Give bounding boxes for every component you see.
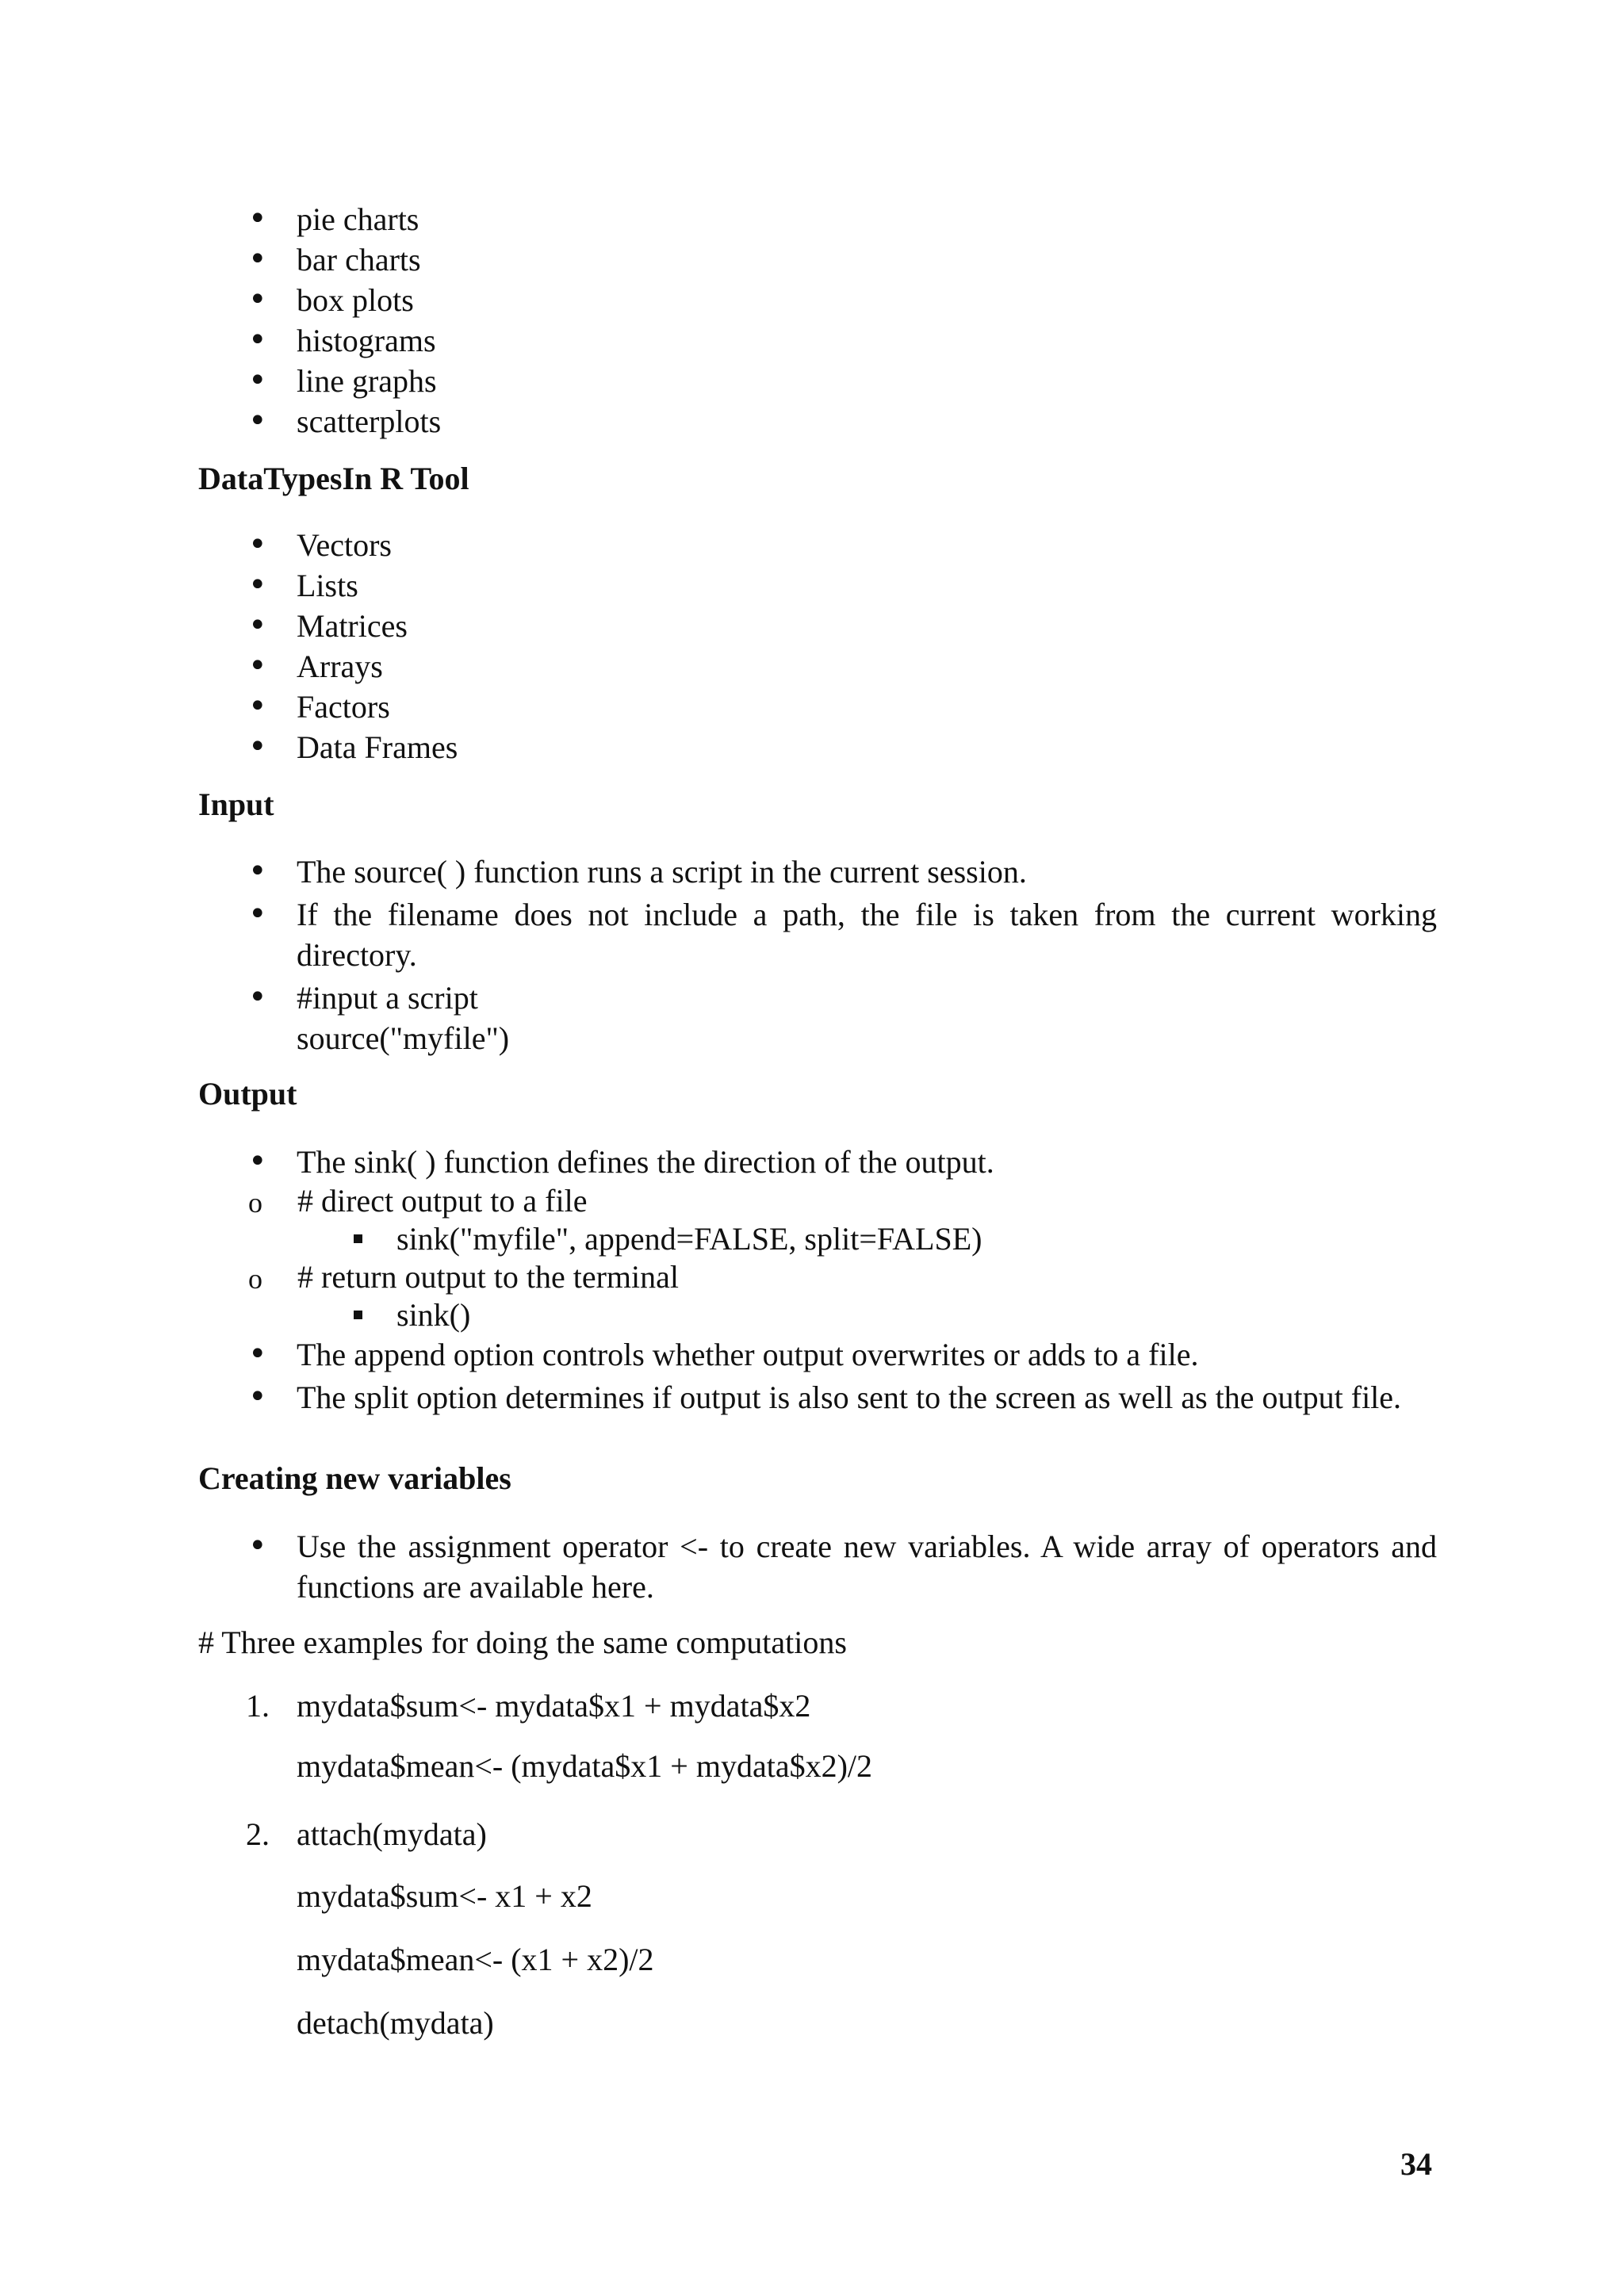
list-item: • The split option determines if output is also sent to the screen as well as the output file. xyxy=(198,1377,1437,1418)
code-line: mydata$sum<- x1 + x2 xyxy=(297,1878,592,1914)
list-item: • Use the assignment operator <- to create new variables. A wide array of operators and functions are available here. xyxy=(198,1526,1437,1607)
creating-heading: Creating new variables xyxy=(198,1460,511,1496)
list-item: • Lists xyxy=(198,565,1437,606)
list-item: • The append option controls whether output overwrites or adds to a file. xyxy=(198,1334,1437,1375)
list-item: • bar charts xyxy=(198,239,1437,280)
code-item: sink("myfile", append=FALSE, split=FALSE) xyxy=(198,1220,1437,1258)
input-heading: Input xyxy=(198,786,274,822)
list-item xyxy=(198,1258,1437,1334)
sublist-text: # return output to the terminal xyxy=(297,1259,679,1295)
list-item xyxy=(198,1816,1437,2042)
input-list xyxy=(198,851,1437,1058)
list-item: • histograms xyxy=(198,320,1437,361)
item-number: 1. xyxy=(246,1688,270,1724)
list-item: • Factors xyxy=(198,687,1437,727)
page-number: 34 xyxy=(1400,2146,1432,2182)
code-line: attach(mydata) xyxy=(297,1816,487,1852)
input-comment: • #input a script xyxy=(297,980,478,1016)
datatypes-heading: DataTypesIn R Tool xyxy=(198,461,469,496)
list-item: • line graphs xyxy=(198,361,1437,401)
examples-list-2 xyxy=(198,1816,1437,2042)
code-line: mydata$mean<- (mydata$x1 + mydata$x2)/2 xyxy=(297,1748,873,1784)
list-item: • Data Frames xyxy=(198,727,1437,767)
list-item: • box plots xyxy=(198,280,1437,320)
code-sublist xyxy=(198,1296,1437,1334)
sink-item-text: The sink( ) function defines the direction of the output. xyxy=(297,1144,994,1180)
list-item: • The source( ) function runs a script in the current session. xyxy=(198,851,1437,892)
list-item: • scatterplots xyxy=(198,401,1437,442)
list-item: • Vectors xyxy=(198,525,1437,565)
chart-types-list xyxy=(198,199,1437,442)
examples-list xyxy=(198,1687,1437,1785)
list-item: • Arrays xyxy=(198,646,1437,687)
list-item: • Matrices xyxy=(198,606,1437,646)
list-item: • If the filename does not include a path, the file is taken from the current working directory. xyxy=(198,894,1437,975)
code-line: mydata$mean<- (x1 + x2)/2 xyxy=(297,1942,654,1977)
list-item xyxy=(198,978,1437,1058)
item-number: 2. xyxy=(246,1816,270,1852)
code-item: sink() xyxy=(198,1296,1437,1334)
code-line: detach(mydata) xyxy=(297,2005,494,2041)
sink-sublist xyxy=(198,1182,1437,1334)
code-line: mydata$sum<- mydata$x1 + mydata$x2 xyxy=(297,1688,811,1724)
output-heading: Output xyxy=(198,1076,297,1112)
list-item xyxy=(198,1142,1437,1334)
list-item xyxy=(198,1182,1437,1258)
list-item: • pie charts xyxy=(198,199,1437,239)
list-item xyxy=(198,1687,1437,1785)
examples-intro: # Three examples for doing the same computations xyxy=(198,1624,847,1660)
datatypes-list xyxy=(198,525,1437,767)
code-sublist xyxy=(198,1220,1437,1258)
output-list xyxy=(198,1142,1437,1418)
creating-list xyxy=(198,1526,1437,1607)
input-code: source("myfile") xyxy=(297,1020,510,1056)
sublist-text: # direct output to a file xyxy=(297,1183,588,1219)
